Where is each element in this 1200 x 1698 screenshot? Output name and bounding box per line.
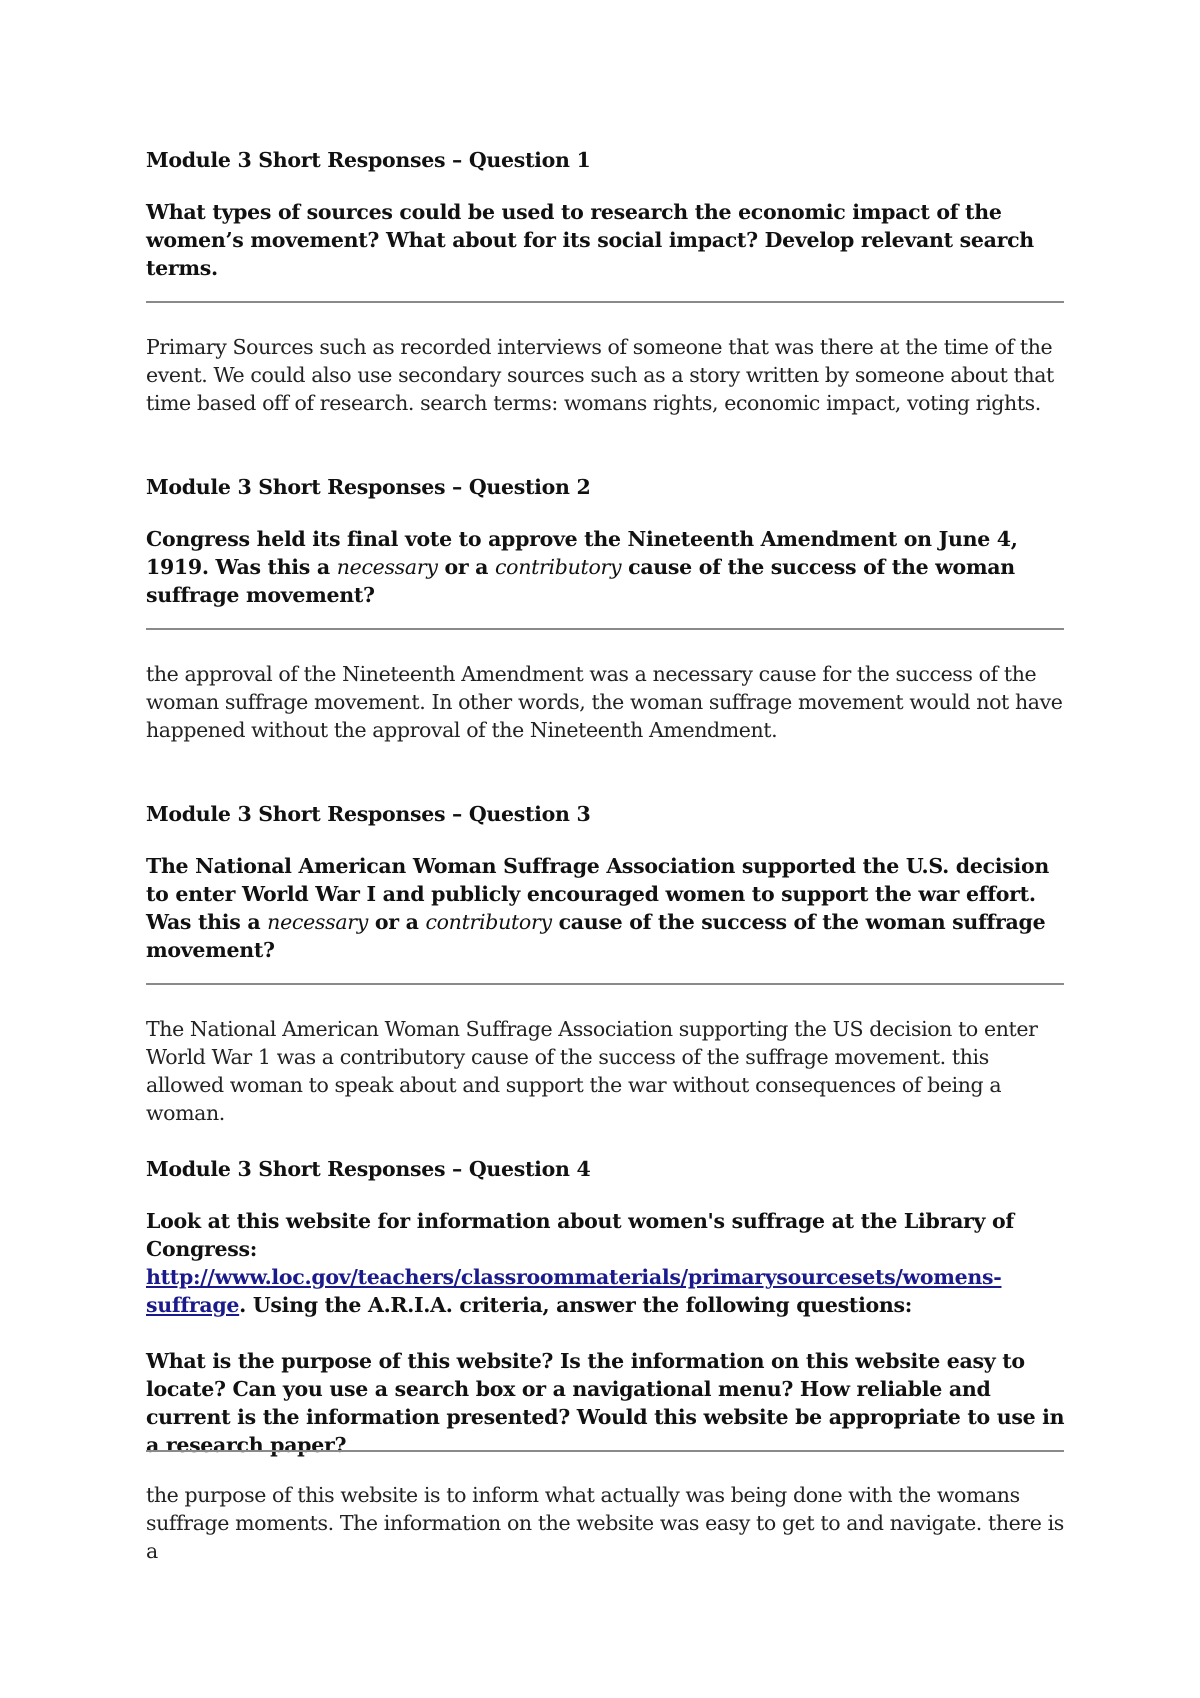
- answer-3-text: The National American Woman Suffrage Association supporting the US decision to enter World War 1 was a contributory cause of the success of the suffrage movement. this allowed woman to speak about and support the war without consequences of being a woman.: [146, 1017, 1038, 1125]
- question-3-heading: Module 3 Short Responses – Question 3: [146, 802, 591, 826]
- question-2-heading: Module 3 Short Responses – Question 2: [146, 475, 591, 499]
- question-4-prompt-a: Look at this website for information about women's suffrage at the Library of Congress:: [146, 1209, 1014, 1261]
- question-4-prompt-2: What is the purpose of this website? Is the information on this website easy to locate? Can you use a search box or a navigational menu? How reliable and current is the information presented? Would this website be appropriate to use in a research paper?: [146, 1349, 1065, 1457]
- question-4-prompt: [146, 1207, 1066, 1319]
- answer-1-block: [146, 333, 1066, 417]
- question-1-heading: Module 3 Short Responses – Question 1: [146, 148, 591, 172]
- question-2-prompt-a: Congress held its final vote to approve the Nineteenth Amendment on June 4, 1919. Was this a: [146, 527, 1018, 579]
- question-3-prompt-c: cause of the success of the woman suffrage movement?: [146, 910, 1046, 962]
- question-4-prompt-c: . Using the A.R.I.A. criteria, answer the following questions:: [239, 1293, 913, 1317]
- question-4-heading: Module 3 Short Responses – Question 4: [146, 1157, 591, 1181]
- answer-2-text: the approval of the Nineteenth Amendment was a necessary cause for the success of the woman suffrage movement. In other words, the woman suffrage movement would not have happened without the approval of the Nineteenth Amendment.: [146, 662, 1063, 742]
- question-3-prompt-b: or a: [368, 910, 426, 934]
- question-2-block: [146, 473, 1066, 609]
- answer-3-block: [146, 1015, 1066, 1127]
- question-3-prompt: [146, 852, 1066, 964]
- question-2-necessary: necessary: [336, 555, 438, 579]
- question-2-divider: [146, 628, 1064, 630]
- question-3-contributory: contributory: [425, 910, 552, 934]
- question-4-divider: [146, 1450, 1064, 1452]
- loc-website-link[interactable]: http://www.loc.gov/teachers/classroommaterials/primarysourcesets/womens-suffrage: [146, 1265, 1002, 1317]
- answer-4-text: the purpose of this website is to inform what actually was being done with the womans suffrage moments. The information on the website was easy to get to and navigate. there is a: [146, 1483, 1064, 1563]
- question-3-prompt-a: The National American Woman Suffrage Association supported the U.S. decision to enter World War I and publicly encouraged women to support the war effort. Was this a: [146, 854, 1049, 934]
- answer-2-block: [146, 660, 1066, 744]
- question-2-prompt-b: or a: [437, 555, 495, 579]
- question-3-block: [146, 800, 1066, 964]
- answer-1-text: Primary Sources such as recorded interviews of someone that was there at the time of the event. We could also use secondary sources such as a story written by someone about that time based off of research. search terms: womans rights, economic impact, voting rights.: [146, 335, 1054, 415]
- question-4-block: [146, 1155, 1066, 1459]
- answer-4-block: [146, 1481, 1066, 1565]
- question-2-prompt-c: cause of the success of the woman suffrage movement?: [146, 555, 1015, 607]
- question-3-divider: [146, 983, 1064, 985]
- question-2-prompt: [146, 525, 1066, 609]
- question-1-prompt: What types of sources could be used to research the economic impact of the women’s movement? What about for its social impact? Develop relevant search terms.: [146, 200, 1034, 280]
- question-2-contributory: contributory: [494, 555, 622, 579]
- question-1-block: [146, 146, 1066, 282]
- question-1-divider: [146, 301, 1064, 303]
- question-3-necessary: necessary: [267, 910, 369, 934]
